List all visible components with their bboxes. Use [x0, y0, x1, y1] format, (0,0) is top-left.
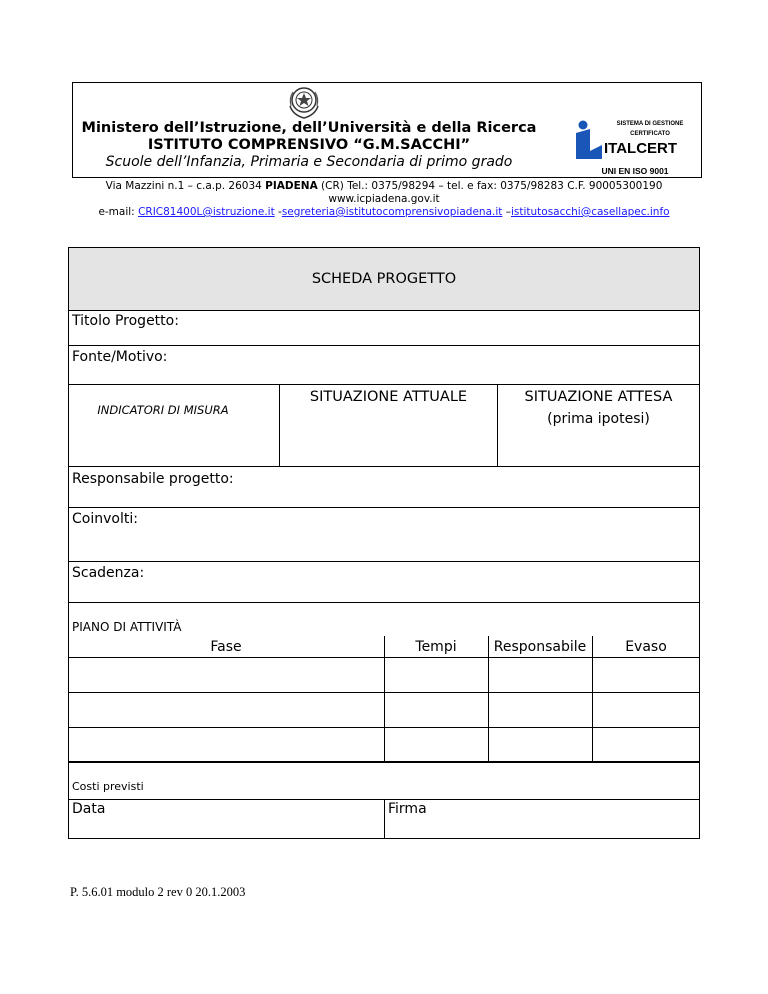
- activity-row-3-tempi[interactable]: [384, 727, 489, 763]
- col-fase-header: Fase: [210, 639, 242, 655]
- indicatori-cell: [68, 384, 280, 467]
- iso-label: UNI EN ISO 9001: [601, 166, 669, 176]
- activity-row-1-evaso[interactable]: [592, 657, 700, 693]
- email-link-segreteria[interactable]: segreteria@istitutocomprensivopiadena.it: [281, 206, 503, 218]
- address-line: Via Mazzini n.1 – c.a.p. 26034 PIADENA (CR) Tel.: 0375/98294 – tel. e fax: 0375/98283 C.F. 90005300190: [105, 180, 663, 192]
- piano-attivita-label: PIANO DI ATTIVITÀ: [72, 620, 182, 634]
- responsabile-progetto-label: Responsabile progetto:: [72, 471, 234, 487]
- activity-row-3-fase[interactable]: [68, 727, 385, 763]
- col-divider-1: [384, 636, 385, 658]
- activity-row-2-fase[interactable]: [68, 692, 385, 728]
- republic-emblem-icon: [285, 84, 323, 120]
- document-reference: P. 5.6.01 modulo 2 rev 0 20.1.2003: [70, 885, 246, 899]
- activity-row-1-responsabile[interactable]: [488, 657, 593, 693]
- activity-row-2-responsabile[interactable]: [488, 692, 593, 728]
- activity-row-1-tempi[interactable]: [384, 657, 489, 693]
- titolo-label: Titolo Progetto:: [72, 313, 179, 329]
- project-form: [68, 247, 700, 839]
- situazione-attesa-label: SITUAZIONE ATTESA: [524, 389, 673, 405]
- col-tempi-header: Tempi: [415, 639, 457, 655]
- indicatori-label: INDICATORI DI MISURA: [97, 403, 229, 417]
- ministry-name: Ministero dell’Istruzione, dell’Università e della Ricerca: [81, 120, 537, 136]
- firma-field[interactable]: [384, 799, 700, 839]
- col-divider-3: [592, 636, 593, 658]
- scadenza-label: Scadenza:: [72, 565, 145, 581]
- activity-row-1-fase[interactable]: [68, 657, 385, 693]
- activity-row-3-responsabile[interactable]: [488, 727, 593, 763]
- email-link-istruzione[interactable]: CRIC81400L@istruzione.it: [138, 206, 275, 218]
- activity-row-2-evaso[interactable]: [592, 692, 700, 728]
- email-link-pec[interactable]: istitutosacchi@casellapec.info: [510, 206, 670, 218]
- fonte-label: Fonte/Motivo:: [72, 349, 168, 365]
- italcert-name: ITALCERT: [604, 140, 678, 157]
- situazione-attuale-label: SITUAZIONE ATTUALE: [309, 389, 468, 405]
- activity-row-3-evaso[interactable]: [592, 727, 700, 763]
- firma-label: Firma: [388, 801, 427, 817]
- coinvolti-field[interactable]: [68, 507, 700, 562]
- costi-field[interactable]: [68, 762, 700, 800]
- institute-name: ISTITUTO COMPRENSIVO “G.M.SACCHI”: [147, 137, 471, 153]
- col-divider-2: [488, 636, 489, 658]
- prima-ipotesi-label: (prima ipotesi): [547, 411, 650, 427]
- data-field[interactable]: [68, 799, 385, 839]
- form-title: SCHEDA PROGETTO: [311, 271, 457, 287]
- activity-row-2-tempi[interactable]: [384, 692, 489, 728]
- website-line: www.icpiadena.gov.it: [328, 193, 440, 205]
- scadenza-field[interactable]: [68, 561, 700, 603]
- col-responsabile-header: Responsabile: [493, 639, 587, 655]
- schools-line: Scuole dell’Infanzia, Primaria e Secondaria di primo grado: [105, 154, 513, 170]
- data-label: Data: [72, 801, 106, 817]
- col-evaso-header: Evaso: [625, 639, 667, 655]
- coinvolti-label: Coinvolti:: [72, 511, 138, 527]
- cert-system-label: SISTEMA DI GESTIONE CERTIFICATO: [616, 121, 684, 137]
- costi-label: Costi previsti: [72, 780, 144, 793]
- email-line: e-mail: CRIC81400L@istruzione.it -segreteria@istitutocomprensivopiadena.it –istitutosacchi@casellapec.info: [98, 206, 670, 218]
